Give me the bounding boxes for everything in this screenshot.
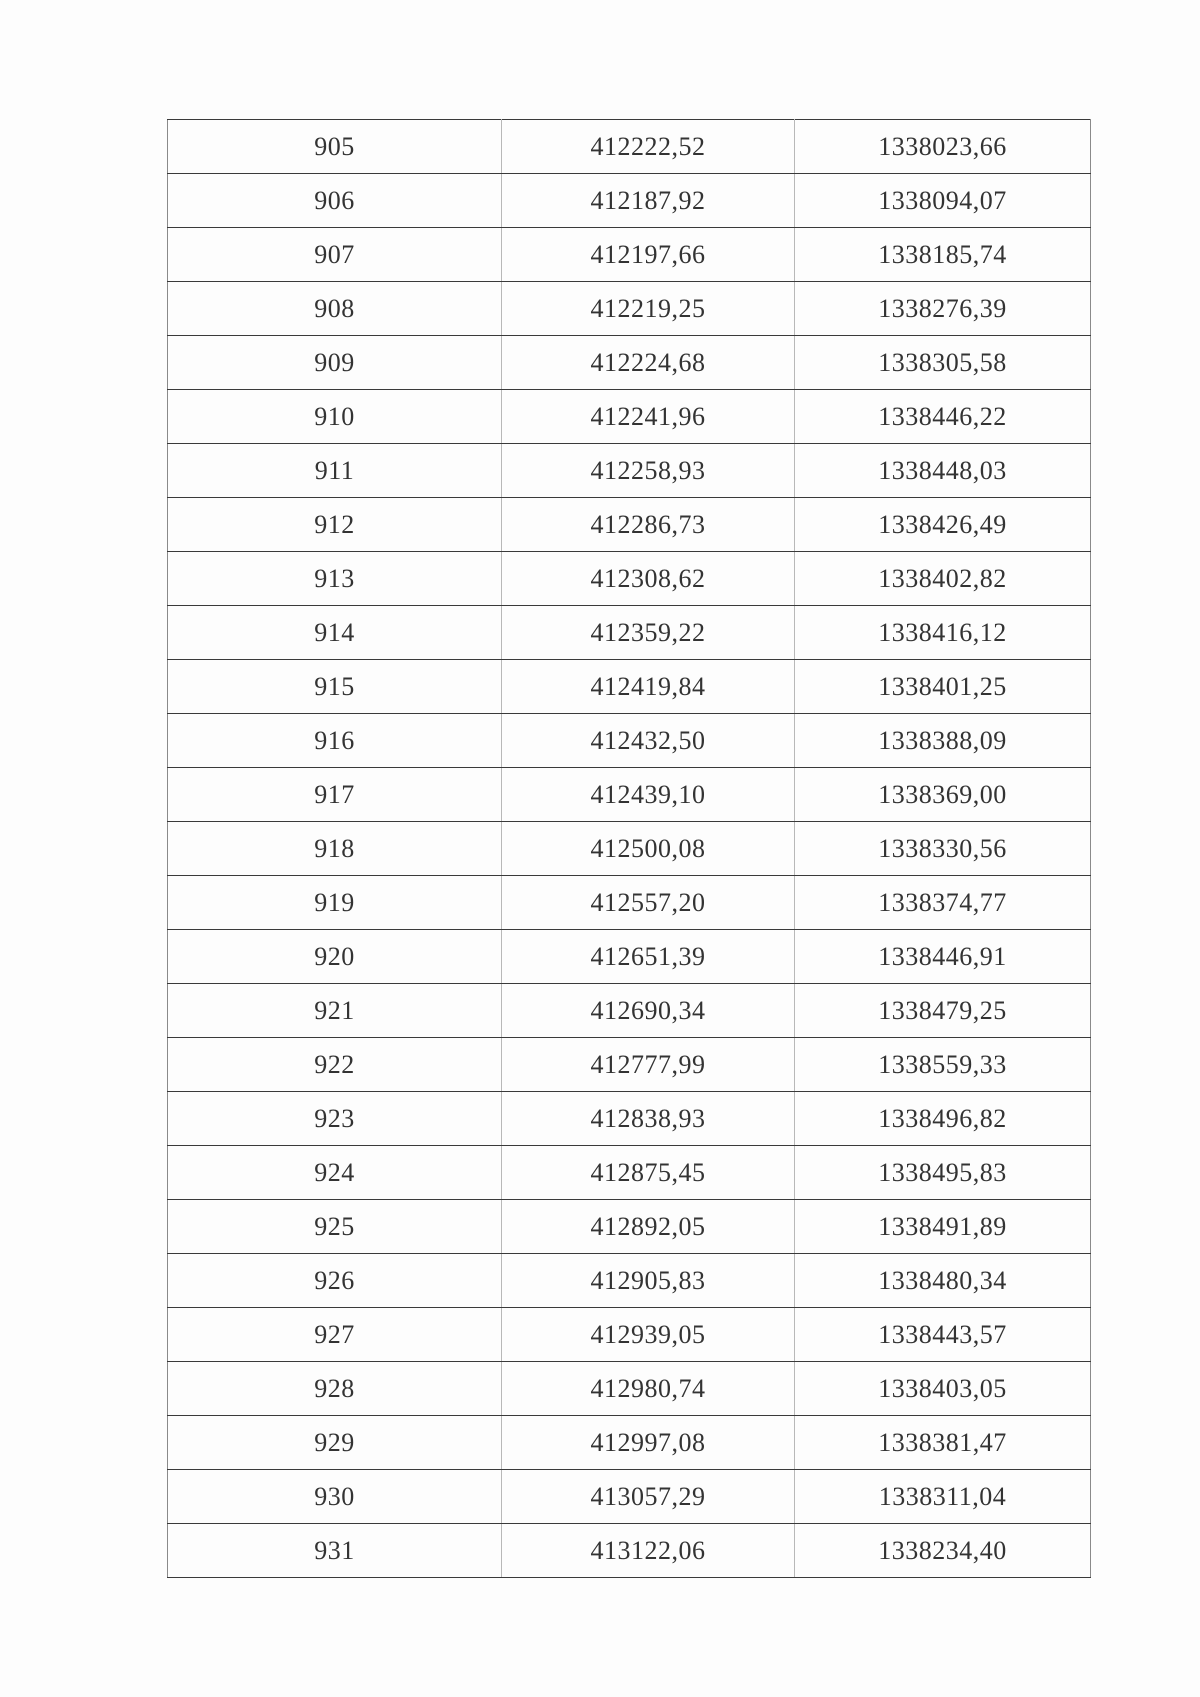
y-coordinate-cell: 1338491,89 xyxy=(795,1200,1091,1254)
y-coordinate-cell: 1338185,74 xyxy=(795,228,1091,282)
x-coordinate-cell: 412905,83 xyxy=(502,1254,795,1308)
table-row xyxy=(168,714,1091,768)
x-coordinate-cell: 413122,06 xyxy=(502,1524,795,1578)
table-row xyxy=(168,1362,1091,1416)
table-row xyxy=(168,930,1091,984)
point-number-cell: 926 xyxy=(168,1254,502,1308)
point-number-cell: 923 xyxy=(168,1092,502,1146)
x-coordinate-cell: 413057,29 xyxy=(502,1470,795,1524)
y-coordinate-cell: 1338446,91 xyxy=(795,930,1091,984)
point-number-cell: 930 xyxy=(168,1470,502,1524)
table-row xyxy=(168,876,1091,930)
y-coordinate-cell: 1338401,25 xyxy=(795,660,1091,714)
point-number-cell: 912 xyxy=(168,498,502,552)
table-row xyxy=(168,444,1091,498)
x-coordinate-cell: 412875,45 xyxy=(502,1146,795,1200)
y-coordinate-cell: 1338448,03 xyxy=(795,444,1091,498)
x-coordinate-cell: 412980,74 xyxy=(502,1362,795,1416)
point-number-cell: 915 xyxy=(168,660,502,714)
x-coordinate-cell: 412419,84 xyxy=(502,660,795,714)
y-coordinate-cell: 1338234,40 xyxy=(795,1524,1091,1578)
point-number-cell: 907 xyxy=(168,228,502,282)
table-row xyxy=(168,174,1091,228)
point-number-cell: 910 xyxy=(168,390,502,444)
table-row xyxy=(168,552,1091,606)
point-number-cell: 924 xyxy=(168,1146,502,1200)
point-number-cell: 917 xyxy=(168,768,502,822)
point-number-cell: 905 xyxy=(168,120,502,174)
table-row xyxy=(168,1416,1091,1470)
table-row xyxy=(168,228,1091,282)
y-coordinate-cell: 1338374,77 xyxy=(795,876,1091,930)
y-coordinate-cell: 1338446,22 xyxy=(795,390,1091,444)
y-coordinate-cell: 1338495,83 xyxy=(795,1146,1091,1200)
x-coordinate-cell: 412286,73 xyxy=(502,498,795,552)
point-number-cell: 914 xyxy=(168,606,502,660)
y-coordinate-cell: 1338416,12 xyxy=(795,606,1091,660)
y-coordinate-cell: 1338388,09 xyxy=(795,714,1091,768)
table-row xyxy=(168,336,1091,390)
point-number-cell: 929 xyxy=(168,1416,502,1470)
table-row xyxy=(168,660,1091,714)
y-coordinate-cell: 1338094,07 xyxy=(795,174,1091,228)
table-row xyxy=(168,606,1091,660)
x-coordinate-cell: 412197,66 xyxy=(502,228,795,282)
point-number-cell: 928 xyxy=(168,1362,502,1416)
y-coordinate-cell: 1338276,39 xyxy=(795,282,1091,336)
y-coordinate-cell: 1338443,57 xyxy=(795,1308,1091,1362)
point-number-cell: 925 xyxy=(168,1200,502,1254)
table-row xyxy=(168,390,1091,444)
y-coordinate-cell: 1338381,47 xyxy=(795,1416,1091,1470)
point-number-cell: 906 xyxy=(168,174,502,228)
x-coordinate-cell: 412651,39 xyxy=(502,930,795,984)
y-coordinate-cell: 1338479,25 xyxy=(795,984,1091,1038)
y-coordinate-cell: 1338023,66 xyxy=(795,120,1091,174)
x-coordinate-cell: 412258,93 xyxy=(502,444,795,498)
x-coordinate-cell: 412777,99 xyxy=(502,1038,795,1092)
point-number-cell: 918 xyxy=(168,822,502,876)
table-row xyxy=(168,984,1091,1038)
table-row xyxy=(168,282,1091,336)
table-row xyxy=(168,1200,1091,1254)
table-row xyxy=(168,1308,1091,1362)
coordinates-table-body xyxy=(168,120,1091,1578)
table-row xyxy=(168,120,1091,174)
table-row xyxy=(168,1146,1091,1200)
x-coordinate-cell: 412557,20 xyxy=(502,876,795,930)
x-coordinate-cell: 412359,22 xyxy=(502,606,795,660)
x-coordinate-cell: 412690,34 xyxy=(502,984,795,1038)
x-coordinate-cell: 412439,10 xyxy=(502,768,795,822)
coordinates-table xyxy=(167,119,1091,1578)
y-coordinate-cell: 1338496,82 xyxy=(795,1092,1091,1146)
x-coordinate-cell: 412222,52 xyxy=(502,120,795,174)
table-row xyxy=(168,1524,1091,1578)
x-coordinate-cell: 412224,68 xyxy=(502,336,795,390)
point-number-cell: 927 xyxy=(168,1308,502,1362)
table-row xyxy=(168,1092,1091,1146)
x-coordinate-cell: 412500,08 xyxy=(502,822,795,876)
x-coordinate-cell: 412187,92 xyxy=(502,174,795,228)
y-coordinate-cell: 1338426,49 xyxy=(795,498,1091,552)
y-coordinate-cell: 1338369,00 xyxy=(795,768,1091,822)
y-coordinate-cell: 1338305,58 xyxy=(795,336,1091,390)
y-coordinate-cell: 1338480,34 xyxy=(795,1254,1091,1308)
point-number-cell: 922 xyxy=(168,1038,502,1092)
point-number-cell: 911 xyxy=(168,444,502,498)
point-number-cell: 931 xyxy=(168,1524,502,1578)
point-number-cell: 916 xyxy=(168,714,502,768)
point-number-cell: 920 xyxy=(168,930,502,984)
point-number-cell: 909 xyxy=(168,336,502,390)
point-number-cell: 908 xyxy=(168,282,502,336)
x-coordinate-cell: 412997,08 xyxy=(502,1416,795,1470)
x-coordinate-cell: 412939,05 xyxy=(502,1308,795,1362)
y-coordinate-cell: 1338311,04 xyxy=(795,1470,1091,1524)
y-coordinate-cell: 1338559,33 xyxy=(795,1038,1091,1092)
x-coordinate-cell: 412838,93 xyxy=(502,1092,795,1146)
point-number-cell: 913 xyxy=(168,552,502,606)
y-coordinate-cell: 1338402,82 xyxy=(795,552,1091,606)
x-coordinate-cell: 412432,50 xyxy=(502,714,795,768)
table-row xyxy=(168,1254,1091,1308)
x-coordinate-cell: 412219,25 xyxy=(502,282,795,336)
y-coordinate-cell: 1338330,56 xyxy=(795,822,1091,876)
x-coordinate-cell: 412241,96 xyxy=(502,390,795,444)
x-coordinate-cell: 412308,62 xyxy=(502,552,795,606)
x-coordinate-cell: 412892,05 xyxy=(502,1200,795,1254)
table-row xyxy=(168,498,1091,552)
table-row xyxy=(168,1470,1091,1524)
table-row xyxy=(168,822,1091,876)
point-number-cell: 921 xyxy=(168,984,502,1038)
y-coordinate-cell: 1338403,05 xyxy=(795,1362,1091,1416)
point-number-cell: 919 xyxy=(168,876,502,930)
table-row xyxy=(168,1038,1091,1092)
table-row xyxy=(168,768,1091,822)
